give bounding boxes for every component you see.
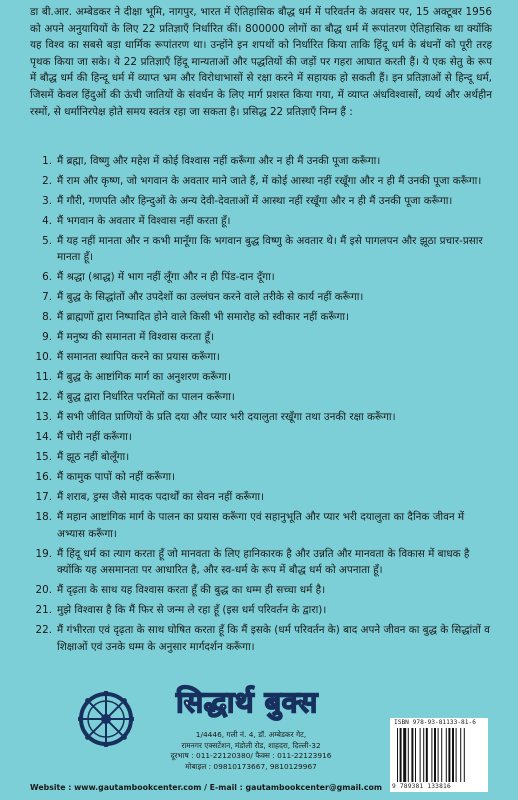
vow-item [28, 449, 494, 465]
vow-text: मैं कामुक पापों को नहीं करूँगा। [57, 471, 175, 484]
vow-number: 15. [35, 451, 52, 464]
vow-number: 20. [35, 584, 52, 597]
vow-number: 8. [42, 311, 52, 324]
vow-item [28, 602, 494, 618]
vow-text: मैं राम और कृष्ण, जो भगवान के अवतार माने जाते हैं, में कोई आस्था नहीं रखूँगा और न ही मैं उनकी पूजा करूँगा। [57, 175, 482, 187]
vow-number: 12. [35, 391, 52, 404]
vow-text: मैं मनुष्य की समानता में विश्वास करता हूँ। [57, 331, 214, 344]
vow-item [28, 582, 494, 598]
vow-number: 4. [42, 215, 52, 227]
publisher-brand: सिद्धार्थ बुक्स [176, 685, 318, 719]
vow-item [28, 213, 494, 229]
vow-text: मैं भगवान के अवतार में विश्वास नहीं करता हूँ। [57, 215, 231, 227]
vow-text: मैं ब्रह्मा, विष्णु और महेश में कोई विश्वास नहीं करूँगा और न ही मैं उनकी पूजा करूँगा। [57, 155, 381, 167]
vow-text: मैं गंभीरता एवं दृढ़ता के साथ घोषित करता हूँ कि मैं इसके (धर्म परिवर्तन के) बाद अपने जीवन का बुद्ध के सिद्धांतों व शिक्षाओं एवं उनके धम्म के अनुसार मार्गदर्शन करूँगा। [57, 624, 490, 653]
address-line: 1/4446, गली नं. 4, डॉ. अम्बेडकर गेट, [195, 730, 307, 739]
dharma-wheel-icon [78, 691, 134, 747]
vow-item [28, 309, 494, 325]
vow-item [28, 489, 494, 505]
vow-number: 13. [35, 411, 52, 424]
vow-number: 7. [42, 291, 52, 304]
vow-text: मैं हिंदू धर्म का त्याग करता हूँ जो मानवता के लिए हानिकारक है और उन्नति और मानवता के विकास में बाधक है क्योंकि यह असमानता पर आधारित है, और स्व-धर्म के रूप में बौद्ध धर्म को अपनाता हूँ। [57, 547, 470, 577]
vow-item [28, 369, 494, 385]
vow-text: मैं शराब, ड्रग्स जैसे मादक पदार्थों का सेवन नहीं करूँगा। [57, 491, 265, 504]
mobile-line: मोबाइल : 09810173667, 9810129967 [185, 761, 317, 771]
publisher-section [0, 672, 518, 800]
publisher-address-block [142, 730, 360, 772]
vow-text: मैं बुद्ध के सिद्धांतों और उपदेशों का उल्लंघन करने वाले तरीके से कार्य नहीं करूँगा। [57, 291, 364, 304]
barcode [390, 718, 488, 792]
barcode-bars [396, 728, 482, 782]
vow-text: मैं ब्राह्मणों द्वारा निष्पादित होने वाले किसी भी समारोह को स्वीकार नहीं करूँगा। [57, 311, 349, 324]
vow-item [28, 509, 494, 542]
vow-text: मैं चोरी नहीं करूँगा। [57, 431, 132, 444]
vow-text: मैं बुद्ध द्वारा निर्धारित परमितों का पालन करूँगा। [57, 391, 235, 404]
vow-item [28, 269, 494, 285]
address-line: रामनगर एक्सटेंशन, मंडोली रोड, शाहदरा, दिल्ली-32 [181, 740, 321, 750]
vow-text: मैं दृढ़ता के साथ यह विश्वास करता हूँ की बुद्ध का धम्म ही सच्चा धर्म है। [57, 584, 326, 597]
vow-number: 19. [35, 547, 52, 560]
vow-text: मैं श्रद्धा (श्राद्ध) में भाग नहीं लूँगा और न ही पिंड-दान दूँगा। [57, 271, 275, 284]
vow-number: 5. [42, 235, 52, 247]
vow-text: मैं यह नहीं मानता और न कभी मानूँगा कि भगवान बुद्ध विष्णु के अवतार थे। मैं इसे पागलपन और झूठा प्रचार-प्रसार मानता हूँ। [57, 235, 483, 264]
vow-number: 10. [35, 351, 52, 364]
vow-text: मैं झूठ नहीं बोलूँगा। [57, 451, 130, 464]
vow-item [28, 389, 494, 405]
intro-paragraph: डा बी.आर. अम्बेडकर ने दीक्षा भूमि, नागपुर, भारत में ऐतिहासिक बौद्ध धर्म में परिवर्तन के अवसर पर, 15 अक्टूबर 1956 को अपने अनुयायियों के लिए 22 प्रतिज्ञाएँ निर्धारित कीं। 800000 लोगों का बौद्ध धर्म में रूपांतरण ऐतिहासिक था क्योंकि यह विश्व का सबसे बड़ा धार्मिक रूपांतरण था। उन्होंने इन शपथों को निर्धारित किया ताकि हिंदू धर्म के बंधनों को पूरी तरह पृथक किया जा सके। ये 22 प्रतिज्ञाएँ हिंदू मान्यताओं और पद्धतियों की जड़ों पर गहरा आघात करती हैं। ये एक सेतु के रूप में बौद्ध धर्म की हिन्दू धर्म में व्याप्त भ्रम और विरोधाभासों से रक्षा करने में सहायक हो सकती हैं। इन प्रतिज्ञाओं से हिन्दू धर्म, जिसमें केवल हिंदुओं की ऊंची जातियों के संवर्धन के लिए मार्ग प्रशस्त किया गया, में व्याप्त अंधविश्वासों, व्यर्थ और अर्थहीन रस्मों, से धर्मानिरपेक्ष होते समय स्वतंत्र रहा जा सकता है। प्रसिद्ध 22 प्रतिज्ञाएँ निम्न हैं : [30, 6, 492, 118]
vow-item [28, 622, 494, 655]
vow-item [28, 349, 494, 365]
vow-number: 18. [35, 511, 52, 524]
phone-line: दूरभाष : 011-22120380/ फैक्स : 011-22123916 [170, 751, 332, 761]
vow-number: 17. [35, 491, 52, 504]
vow-text: मैं समानता स्थापित करने का प्रयास करूँगा। [57, 351, 220, 364]
vow-number: 11. [35, 371, 52, 384]
vow-number: 1. [42, 155, 52, 167]
vow-item [28, 233, 494, 266]
vow-number: 9. [42, 331, 52, 344]
website-email-line: Website : www.gautambookcenter.com / E-mail : gautambookcenter@gmail.com [30, 783, 382, 792]
vow-number: 22. [35, 624, 52, 637]
vow-item [28, 469, 494, 485]
vow-number: 21. [35, 604, 52, 617]
vows-list [28, 153, 494, 659]
vow-text: मुझे विश्वास है कि मैं फिर से जन्म ले रहा हूँ (इस धर्म परिवर्तन के द्वारा)। [57, 604, 327, 617]
vow-item [28, 409, 494, 425]
vow-item [28, 329, 494, 345]
vow-text: मैं महान आष्टांगिक मार्ग के पालन का प्रयास करूँगा एवं सहानुभूति और प्यार भरी दयालुता का दैनिक जीवन में अभ्यास करूँगा। [57, 511, 465, 540]
vow-number: 3. [42, 195, 52, 207]
vow-text: मैं गौरी, गणपति और हिन्दुओं के अन्य देवी-देवताओं में आस्था नहीं रखूँगा और न ही मैं उनकी पूजा करूँगा। [57, 195, 453, 207]
vow-text: मैं सभी जीवित प्राणियों के प्रति दया और प्यार भरी दयालुता रखूँगा तथा उनकी रक्षा करूँगा। [57, 411, 396, 424]
isbn-label: ISBN 978-93-81133-81-6 [394, 719, 476, 726]
vow-number: 2. [42, 175, 52, 187]
vow-text: मैं बुद्ध के आष्टांगिक मार्ग का अनुशरण करूँगा। [57, 371, 231, 384]
vow-item [28, 193, 494, 209]
vow-item [28, 173, 494, 189]
vow-item [28, 546, 494, 579]
vow-number: 14. [35, 431, 52, 444]
vow-number: 6. [42, 271, 52, 284]
barcode-digits: 9 789381 133816 [392, 783, 451, 790]
vow-item [28, 429, 494, 445]
vow-number: 16. [35, 471, 52, 484]
vow-item [28, 153, 494, 169]
intro-section [30, 4, 492, 120]
vow-item [28, 289, 494, 305]
